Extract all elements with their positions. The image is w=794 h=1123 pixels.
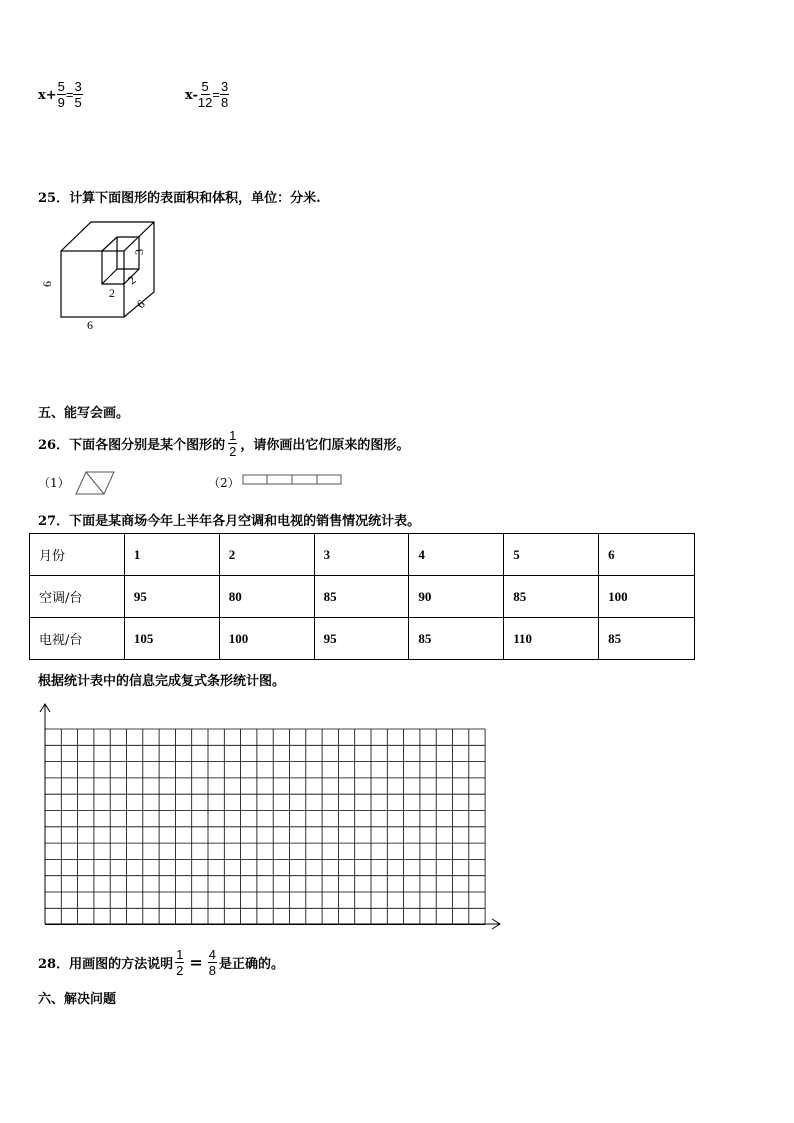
q28-f1-denominator: 2: [176, 963, 184, 978]
label-height: 6: [40, 281, 54, 287]
table-cell: 110: [504, 618, 599, 660]
table-cell: 空调/台: [30, 576, 125, 618]
table-cell: 4: [409, 534, 504, 576]
chart-instruction: 根据统计表中的信息完成复式条形统计图。: [38, 674, 286, 689]
notch-inner-diagonal: [102, 269, 117, 284]
notch-back: [102, 237, 139, 284]
q28-fraction-1: [175, 947, 184, 978]
table-header-row: [30, 534, 695, 576]
question-26-text: [38, 428, 409, 459]
q26-text-before: 26．下面各图分别是某个图形的: [38, 438, 226, 453]
notch-front: [102, 251, 124, 284]
table-cell: 5: [504, 534, 599, 576]
equation-1: [38, 79, 83, 110]
table-cell: 85: [599, 618, 695, 660]
table-cell: 85: [504, 576, 599, 618]
table-cell: 85: [409, 618, 504, 660]
eq1-f1-denominator: 9: [57, 95, 65, 110]
eq1-prefix: x+: [38, 88, 57, 103]
q26-item-2-label: （2）: [208, 476, 240, 490]
eq1-fraction-2: [73, 79, 82, 110]
q26-item-1-label: （1）: [38, 476, 70, 490]
table-cell: 100: [599, 576, 695, 618]
equation-2: [185, 79, 229, 110]
half-strip-figure: [242, 474, 344, 486]
eq1-fraction-1: [57, 79, 66, 110]
q26-frac-denominator: 2: [229, 444, 237, 459]
table-cell: 2: [219, 534, 314, 576]
table-cell: 85: [314, 576, 409, 618]
eq1-f2-numerator: 3: [74, 79, 82, 94]
table-row-tv: [30, 618, 695, 660]
eq2-equals: =: [212, 87, 220, 102]
eq1-equals: =: [65, 87, 74, 102]
eq2-f1-numerator: 5: [201, 79, 209, 94]
label-notch-depth: 2: [124, 272, 139, 288]
table-cell: 1: [124, 534, 219, 576]
q28-f1-numerator: 1: [176, 947, 184, 962]
q28-fraction-2: [208, 947, 217, 978]
blank-chart-grid: [36, 702, 506, 934]
question-25-text: 25．计算下面图形的表面积和体积，单位：分米.: [38, 191, 321, 206]
table-cell: 100: [219, 618, 314, 660]
q26-frac-numerator: 1: [229, 428, 237, 443]
eq2-f2-denominator: 8: [220, 95, 229, 110]
sales-table: [29, 533, 695, 660]
q26-text-after: ，请你画出它们原来的图形。: [240, 438, 410, 453]
eq2-prefix: x-: [185, 88, 198, 103]
eq2-f2-numerator: 3: [220, 79, 229, 94]
question-28-text: [38, 947, 284, 978]
table-cell: 95: [124, 576, 219, 618]
table-cell: 3: [314, 534, 409, 576]
section-5-title: 五、能写会画。: [38, 406, 130, 421]
half-parallelogram-figure: [74, 470, 118, 496]
label-depth: 6: [133, 296, 148, 312]
table-row-ac: [30, 576, 695, 618]
eq1-f2-denominator: 5: [74, 95, 82, 110]
table-cell: 80: [219, 576, 314, 618]
q28-f2-denominator: 8: [208, 963, 216, 978]
table-cell: 电视/台: [30, 618, 125, 660]
table-cell: 95: [314, 618, 409, 660]
table-cell: 90: [409, 576, 504, 618]
table-cell: 6: [599, 534, 695, 576]
question-27-text: 27．下面是某商场今年上半年各月空调和电视的销售情况统计表。: [38, 514, 421, 529]
label-width: 6: [87, 318, 93, 332]
eq2-fraction-1: [198, 79, 212, 110]
q28-text-before: 28．用画图的方法说明: [38, 957, 174, 972]
eq1-f1-numerator: 5: [57, 79, 65, 94]
table-cell: 105: [124, 618, 219, 660]
q26-fraction: [228, 428, 237, 459]
q28-text-after: 是正确的。: [218, 957, 284, 972]
label-notch-width: 2: [109, 286, 115, 300]
cube-with-notch-figure: [40, 215, 170, 335]
q28-f2-numerator: 4: [208, 947, 216, 962]
eq2-f1-denominator: 12: [197, 95, 213, 110]
section-6-title: 六、解决问题: [38, 992, 117, 1007]
label-notch-height: 3: [132, 249, 146, 255]
table-cell: 月份: [30, 534, 125, 576]
eq2-fraction-2: [220, 79, 229, 110]
q28-equals: =: [189, 953, 203, 972]
